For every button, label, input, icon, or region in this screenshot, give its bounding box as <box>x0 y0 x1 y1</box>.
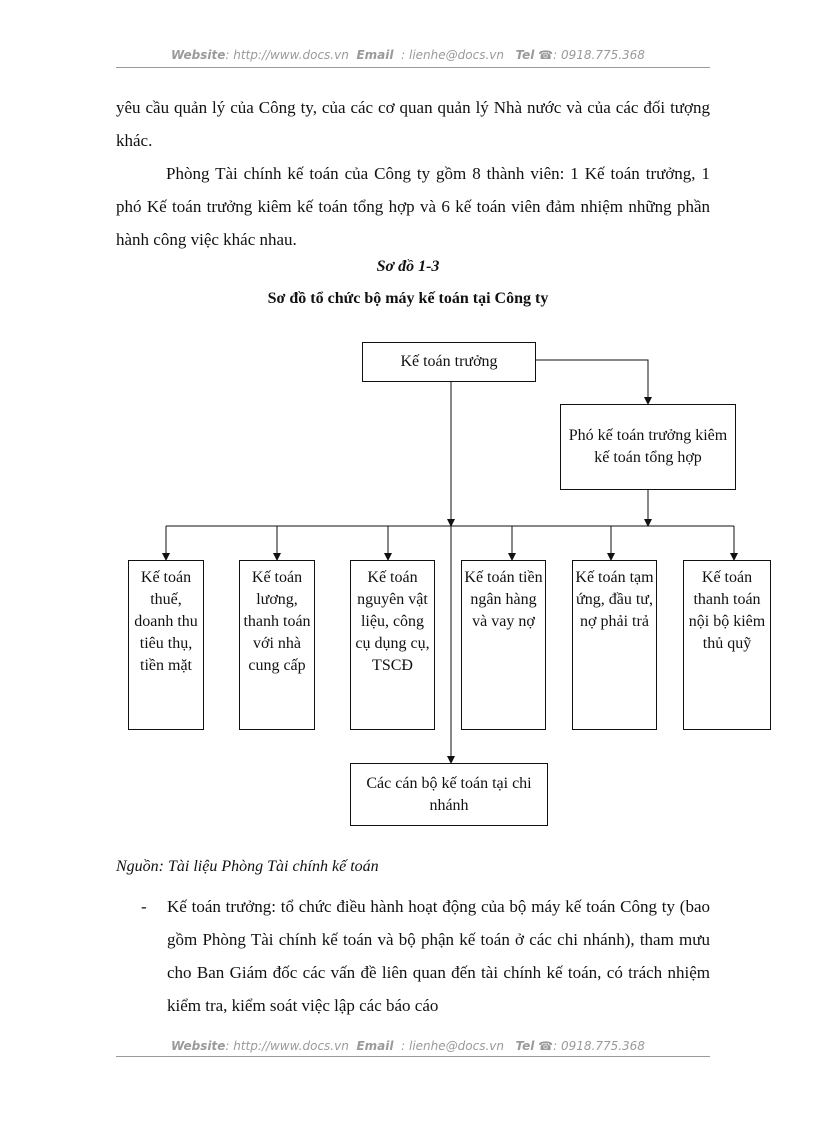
connector-chief-deputy <box>536 360 648 404</box>
footer-tel-label: Tel <box>515 1039 535 1053</box>
phone-icon: ☎ <box>538 48 554 62</box>
bullet-text: Kế toán trưởng: tổ chức điều hành hoạt động của bộ máy kế toán Công ty (bao gồm Phòng Tài chính kế toán và bộ phận kế toán ở các chi nhánh), tham mưu cho Ban Giám đốc các vấn đề liên quan đến tài chính kế toán, có trách nhiệm kiểm tra, kiểm soát việc lập các báo cáo <box>167 897 710 1015</box>
footer-website-value: : http://www.docs.vn <box>225 1039 349 1053</box>
website-label: Website <box>171 48 226 62</box>
page-header <box>0 48 816 62</box>
email-value: : lienhe@docs.vn <box>397 48 504 62</box>
box-chief-accountant: Kế toán trưởng <box>362 342 536 382</box>
box-staff-tax: Kế toán thuế, doanh thu tiêu thụ, tiền mặt <box>128 560 204 730</box>
box-staff-advances: Kế toán tạm ứng, đầu tư, nợ phải trả <box>572 560 657 730</box>
diagram-number: Sơ đồ 1-3 <box>376 258 440 275</box>
box-staff-bank: Kế toán tiền ngân hàng và vay nợ <box>461 560 546 730</box>
footer-tel-value: : 0918.775.368 <box>553 1039 645 1053</box>
org-chart <box>0 330 816 830</box>
footer-rule <box>116 1056 710 1057</box>
footer-website-label: Website <box>171 1039 226 1053</box>
website-value: : http://www.docs.vn <box>225 48 349 62</box>
footer-email-value: : lienhe@docs.vn <box>397 1039 504 1053</box>
tel-value: : 0918.775.368 <box>553 48 645 62</box>
box-staff-payroll: Kế toán lương, thanh toán với nhà cung cấp <box>239 560 315 730</box>
diagram-title: Sơ đồ tổ chức bộ máy kế toán tại Công ty <box>267 290 549 307</box>
box-staff-internal: Kế toán thanh toán nội bộ kiêm thủ quỹ <box>683 560 771 730</box>
box-staff-materials: Kế toán nguyên vật liệu, công cụ dụng cụ, TSCĐ <box>350 560 435 730</box>
page-footer <box>0 1039 816 1053</box>
box-branch-staff: Các cán bộ kế toán tại chi nhánh <box>350 763 548 826</box>
tel-label: Tel <box>515 48 535 62</box>
header-rule <box>116 67 710 68</box>
paragraph-1: yêu cầu quản lý của Công ty, của các cơ quan quản lý Nhà nước và của các đối tượng khác. <box>116 98 710 150</box>
paragraph-2: Phòng Tài chính kế toán của Công ty gồm 8 thành viên: 1 Kế toán trưởng, 1 phó Kế toán trưởng kiêm kế toán tổng hợp và 6 kế toán viên đảm nhiệm những phần hành công việc khác nhau. <box>116 164 710 249</box>
box-deputy-chief: Phó kế toán trưởng kiêm kế toán tổng hợp <box>560 404 736 490</box>
bullet-dash: - <box>141 897 147 916</box>
source-note: Nguồn: Tài liệu Phòng Tài chính kế toán <box>116 858 379 875</box>
footer-email-label: Email <box>356 1039 394 1053</box>
footer-phone-icon: ☎ <box>538 1039 554 1053</box>
email-label: Email <box>356 48 394 62</box>
